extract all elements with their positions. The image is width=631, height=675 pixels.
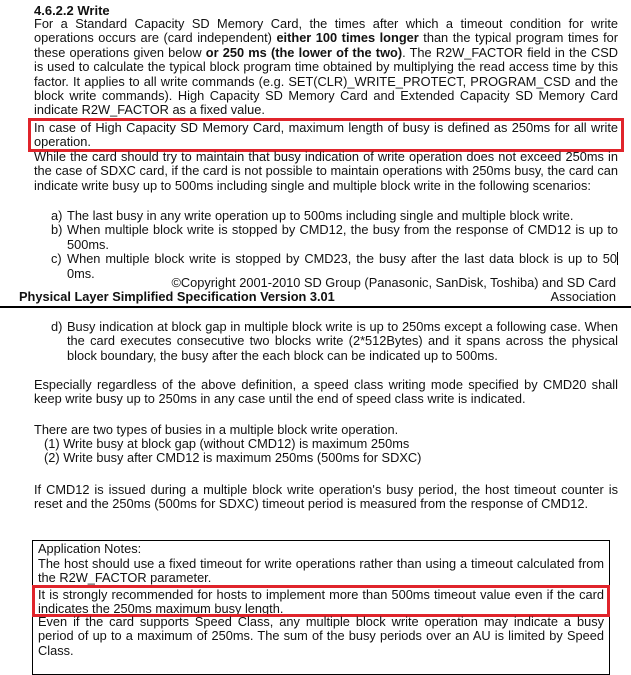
- para1-bold-2: or 250 ms (the lower of the two): [205, 44, 403, 60]
- scenario-list-continued: [51, 320, 618, 363]
- scenario-item-d: [51, 320, 618, 363]
- scenario-marker-a: a): [51, 208, 63, 223]
- section-heading: 4.6.2.2 Write: [34, 3, 110, 18]
- application-note-500ms-recommendation: It is strongly recommended for hosts to implement more than 500ms timeout value even if the card indicates the 250ms maximum busy length.: [38, 587, 604, 617]
- scenario-marker-c: c): [51, 251, 62, 267]
- application-note-fixed-timeout: The host should use a fixed timeout for write operations rather than using a timeout calculated from the R2W_FACTOR parameter.: [38, 556, 604, 586]
- scenario-text-b: When multiple block write is stopped by CMD12, the busy from the response of CMD12 is up to 500ms.: [67, 222, 618, 252]
- scenario-item-a: [51, 209, 618, 223]
- busy-type-1: (1) Write busy at block gap (without CMD12) is maximum 250ms: [44, 436, 410, 451]
- paragraph-busy-types-intro: There are two types of busies in a multiple block write operation.: [34, 422, 399, 437]
- text-cursor: [617, 252, 618, 265]
- spec-version-title: Physical Layer Simplified Specification Version 3.01: [19, 289, 335, 304]
- scenario-text-c-after: 0ms.: [67, 265, 95, 281]
- scenario-text-c-before: When multiple block write is stopped by CMD23, the busy after the last data block is up to 50: [67, 251, 617, 267]
- paragraph-speed-class: Especially regardless of the above definition, a speed class writing mode specified by CMD20 shall keep write busy up to 250ms in any case until the end of speed class write is indicated.: [34, 377, 618, 407]
- scenario-marker-d: d): [51, 319, 63, 334]
- paragraph-timeout-definition: [34, 17, 618, 118]
- para1-bold-1: either 100 times longer: [276, 30, 419, 46]
- scenario-text-a: The last busy in any write operation up to 500ms including single and multiple block write.: [67, 208, 574, 223]
- application-notes-title: Application Notes:: [38, 541, 142, 556]
- paragraph-sdxc-busy: While the card should try to maintain that busy indication of write operation does not exceed 250ms in the case of SDXC card, if the card is not possible to maintain operations with 250ms busy, the card can indicate write busy up to 500ms including single and multiple block write in the following scenarios:: [34, 149, 618, 193]
- application-note-speed-class: Even if the card supports Speed Class, any multiple block write operation may indicate a busy period of up to a maximum of 250ms. The sum of the busy periods over an AU is limited by Speed Class.: [38, 614, 604, 658]
- busy-types-list: [44, 437, 618, 466]
- busy-type-2: (2) Write busy after CMD12 is maximum 250ms (500ms for SDXC): [44, 450, 422, 466]
- para1-text-3: . The R2W_FACTOR field in the CSD is used to calculate the typical block program time obtained by multiplying the read access time by this factor. It applies to all write commands (e.g. SET(CLR)_WRITE_PROTECT, PROGRAM_CSD and the block write commands). High Capacity SD Memory Card and Extended Capacity SD Memory Card indicate R2W_FACTOR as a fixed value.: [34, 44, 618, 118]
- scenario-list: [51, 209, 618, 281]
- scenario-marker-b: b): [51, 222, 63, 238]
- scenario-item-b: [51, 223, 618, 252]
- paragraph-cmd12-timeout: If CMD12 is issued during a multiple block write operation's busy period, the host timeout counter is reset and the 250ms (500ms for SDXC) timeout period is measured from the response of CMD12.: [34, 482, 618, 512]
- copyright-notice: ©Copyright 2001-2010 SD Group (Panasonic, SanDisk, Toshiba) and SD Card Association: [171, 275, 616, 304]
- paragraph-high-capacity-busy: In case of High Capacity SD Memory Card, maximum length of busy is defined as 250ms for all write operation.: [34, 120, 618, 150]
- scenario-text-d: Busy indication at block gap in multiple block write is up to 250ms except a following case. When the card executes consecutive two blocks write (2*512Bytes) and it spans across the physical block boundary, the busy after the each block can be indicated up to 500ms.: [67, 319, 618, 363]
- para1-text-2: than the typical program times for these operations given below: [34, 30, 619, 60]
- page-break-rule: [0, 306, 631, 308]
- para1-text-1: For a Standard Capacity SD Memory Card, the times after which a timeout condition for write operations occurs are (card independent): [34, 16, 618, 46]
